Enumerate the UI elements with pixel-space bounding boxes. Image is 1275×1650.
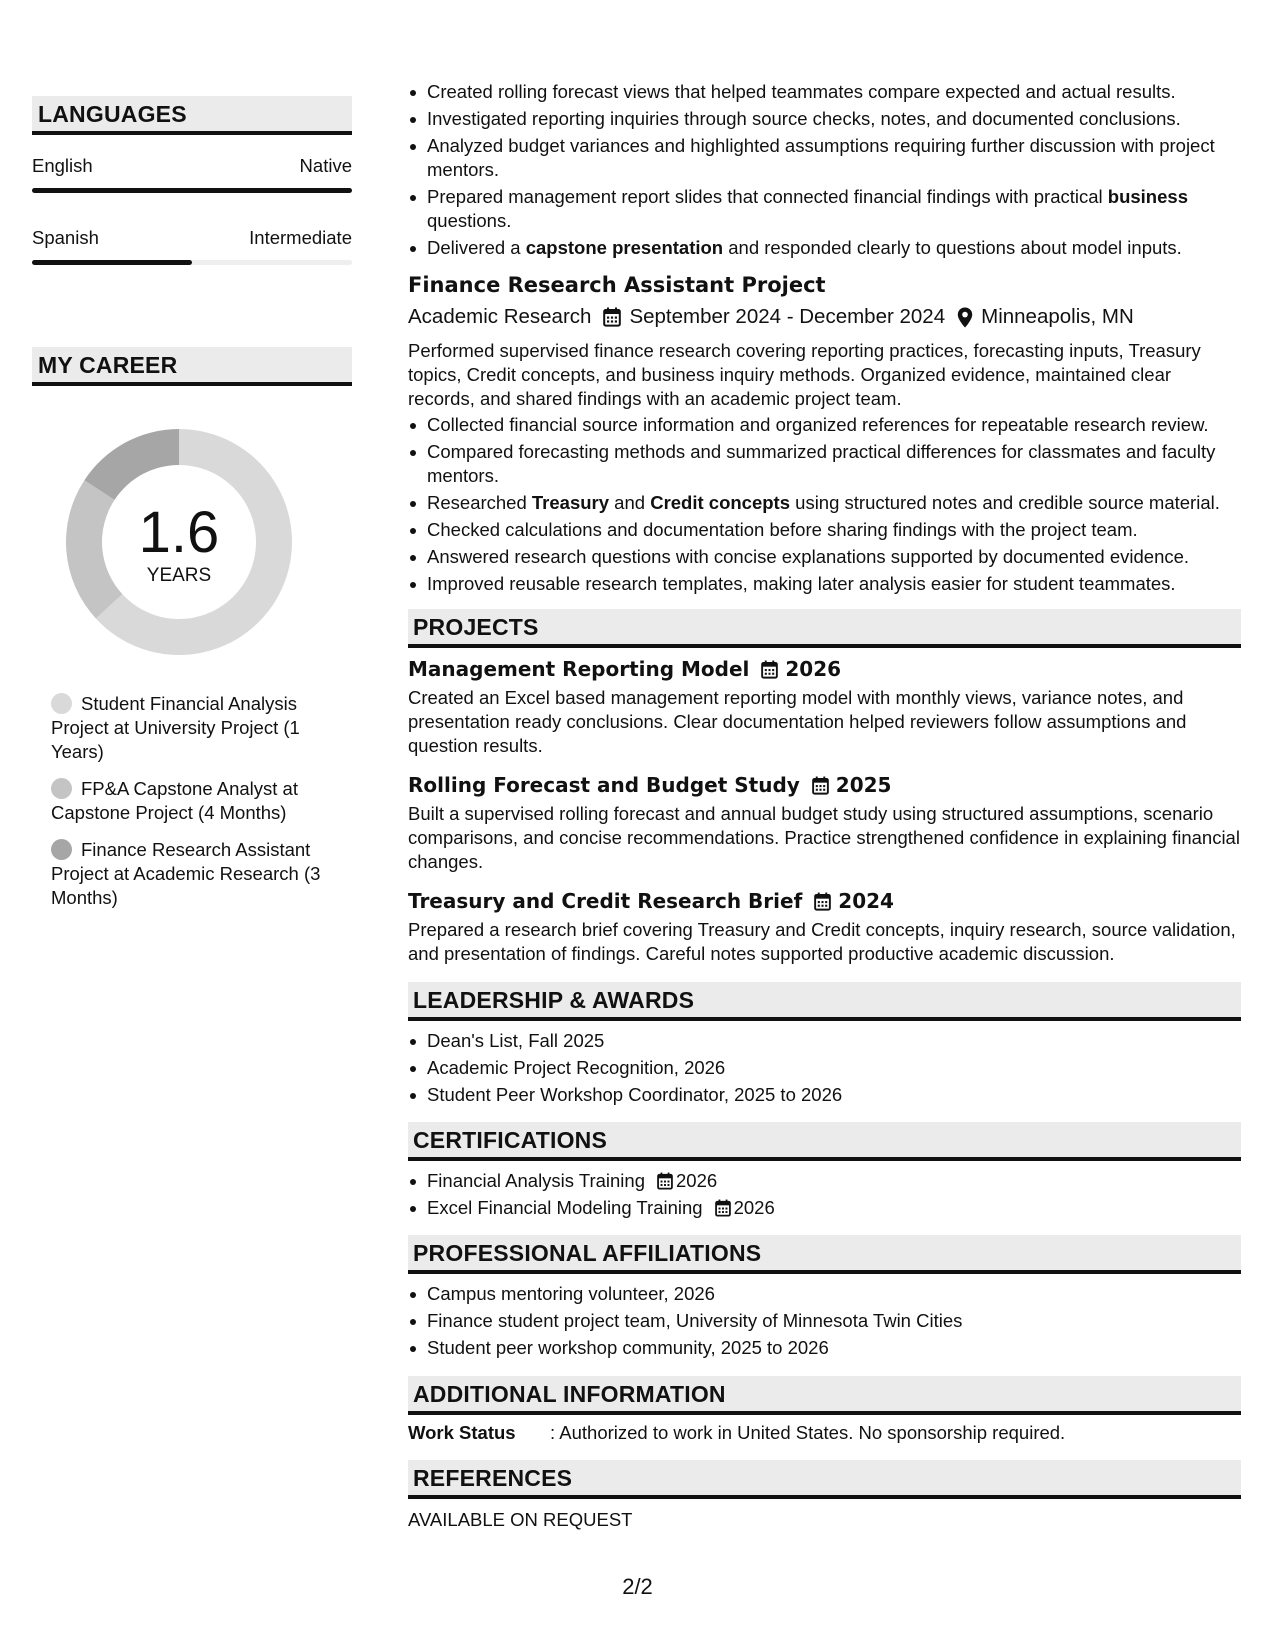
project-item <box>408 887 1241 966</box>
bullet-item: Created rolling forecast views that helped teammates compare expected and actual results. <box>408 80 1241 104</box>
location-pin-icon <box>957 307 973 328</box>
affiliation-item: Finance student project team, University of Minnesota Twin Cities <box>408 1309 1241 1333</box>
affiliations-list <box>408 1282 1241 1360</box>
previous-job-bullets <box>408 80 1241 260</box>
certification-year: 2026 <box>676 1170 718 1191</box>
career-legend-item <box>51 838 341 910</box>
language-name: English <box>32 155 93 176</box>
job-dates: September 2024 - December 2024 <box>629 305 946 328</box>
certification-name: Excel Financial Modeling Training <box>427 1197 703 1218</box>
sidebar <box>32 96 352 923</box>
bullet-item: Answered research questions with concise explanations supported by documented evidence. <box>408 545 1241 569</box>
career-legend <box>51 692 341 910</box>
project-title: Rolling Forecast and Budget Study <box>408 773 800 797</box>
job-title: Finance Research Assistant Project <box>408 273 826 297</box>
language-name: Spanish <box>32 227 99 248</box>
project-year: 2026 <box>785 657 842 681</box>
career-total-years: 1.6 <box>138 500 220 565</box>
calendar-icon <box>657 1172 673 1190</box>
project-title: Treasury and Credit Research Brief <box>408 889 803 913</box>
calendar-icon <box>715 1199 731 1217</box>
main-content <box>408 80 1241 1532</box>
languages-heading: LANGUAGES <box>32 96 352 135</box>
projects-heading: PROJECTS <box>408 609 1241 648</box>
project-description: Created an Excel based management reporting model with monthly views, variance notes, and presentation ready conclusions. Clear documentation helped reviewers follow assumptions and question results. <box>408 687 1187 756</box>
career-total-unit: YEARS <box>146 565 212 586</box>
legend-label: FP&A Capstone Analyst at Capstone Project (4 Months) <box>51 778 298 823</box>
project-item <box>408 771 1241 874</box>
calendar-icon <box>814 892 831 911</box>
project-year: 2025 <box>835 773 892 797</box>
affiliation-item: Student peer workshop community, 2025 to 2026 <box>408 1336 1241 1360</box>
leadership-item: Academic Project Recognition, 2026 <box>408 1056 1241 1080</box>
language-proficiency-fill <box>32 188 352 193</box>
job-location: Minneapolis, MN <box>981 305 1134 328</box>
bullet-item: Researched Treasury and Credit concepts using structured notes and credible source material. <box>408 491 1241 515</box>
bullet-item: Prepared management report slides that connected financial findings with practical business questions. <box>408 185 1241 233</box>
job-bullets <box>408 413 1241 596</box>
language-spanish <box>32 227 352 265</box>
legend-label: Student Financial Analysis Project at University Project (1 Years) <box>51 693 300 762</box>
bullet-item: Investigated reporting inquiries through source checks, notes, and documented conclusions. <box>408 107 1241 131</box>
references-heading: REFERENCES <box>408 1460 1241 1499</box>
certification-year: 2026 <box>733 1197 775 1218</box>
bullet-item: Compared forecasting methods and summarized practical differences for classmates and faculty mentors. <box>408 440 1241 488</box>
work-status-label: Work Status <box>408 1422 516 1443</box>
work-status-row <box>408 1421 1241 1445</box>
certifications-list <box>408 1169 1241 1220</box>
legend-label: Finance Research Assistant Project at Academic Research (3 Months) <box>51 839 321 908</box>
leadership-heading: LEADERSHIP & AWARDS <box>408 982 1241 1021</box>
language-english <box>32 155 352 193</box>
work-status-value: : Authorized to work in United States. No sponsorship required. <box>550 1422 1066 1443</box>
bullet-item: Delivered a capstone presentation and responded clearly to questions about model inputs. <box>408 236 1241 260</box>
certifications-heading: CERTIFICATIONS <box>408 1122 1241 1161</box>
project-year: 2024 <box>838 889 894 913</box>
project-description: Built a supervised rolling forecast and annual budget study using structured assumptions, scenario comparisons, and concise recommendations. Practice strengthened confidence in explaining financial changes. <box>408 803 1240 872</box>
certification-item <box>408 1196 1241 1220</box>
certification-item <box>408 1169 1241 1193</box>
calendar-icon <box>761 660 778 679</box>
project-description: Prepared a research brief covering Treasury and Credit concepts, inquiry research, source validation, and presentation of findings. Careful notes supported productive academic discussion. <box>408 919 1236 964</box>
career-donut-chart <box>66 429 292 655</box>
job-description: Performed supervised finance research covering reporting practices, forecasting inputs, Treasury topics, Credit concepts, and business inquiry methods. Organized evidence, maintained clear records, and shared findings with an academic project team. <box>408 340 1201 409</box>
bullet-item: Analyzed budget variances and highlighted assumptions requiring further discussion with project mentors. <box>408 134 1241 182</box>
calendar-icon <box>812 776 829 795</box>
project-item <box>408 655 1241 758</box>
additional-info-heading: ADDITIONAL INFORMATION <box>408 1376 1241 1415</box>
job-meta <box>408 302 1241 332</box>
language-proficiency-bar <box>32 260 352 265</box>
certification-name: Financial Analysis Training <box>427 1170 645 1191</box>
legend-dot <box>51 778 72 799</box>
project-title: Management Reporting Model <box>408 657 750 681</box>
job-company: Academic Research <box>408 305 592 328</box>
affiliation-item: Campus mentoring volunteer, 2026 <box>408 1282 1241 1306</box>
page-number: 2/2 <box>622 1574 653 1599</box>
bullet-item: Improved reusable research templates, making later analysis easier for student teammates. <box>408 572 1241 596</box>
affiliations-heading: PROFESSIONAL AFFILIATIONS <box>408 1235 1241 1274</box>
bullet-item: Checked calculations and documentation before sharing findings with the project team. <box>408 518 1241 542</box>
leadership-item: Dean's List, Fall 2025 <box>408 1029 1241 1053</box>
language-proficiency-fill <box>32 260 192 265</box>
leadership-list <box>408 1029 1241 1107</box>
career-legend-item <box>51 777 341 825</box>
career-legend-item <box>51 692 341 764</box>
legend-dot <box>51 839 72 860</box>
career-heading: MY CAREER <box>32 347 352 386</box>
legend-dot <box>51 693 72 714</box>
bullet-item: Collected financial source information and organized references for repeatable research review. <box>408 413 1241 437</box>
leadership-item: Student Peer Workshop Coordinator, 2025 to 2026 <box>408 1083 1241 1107</box>
references-text: AVAILABLE ON REQUEST <box>408 1509 633 1530</box>
calendar-icon <box>603 307 621 327</box>
language-level: Native <box>299 155 352 176</box>
language-proficiency-bar <box>32 188 352 193</box>
language-level: Intermediate <box>249 227 352 248</box>
